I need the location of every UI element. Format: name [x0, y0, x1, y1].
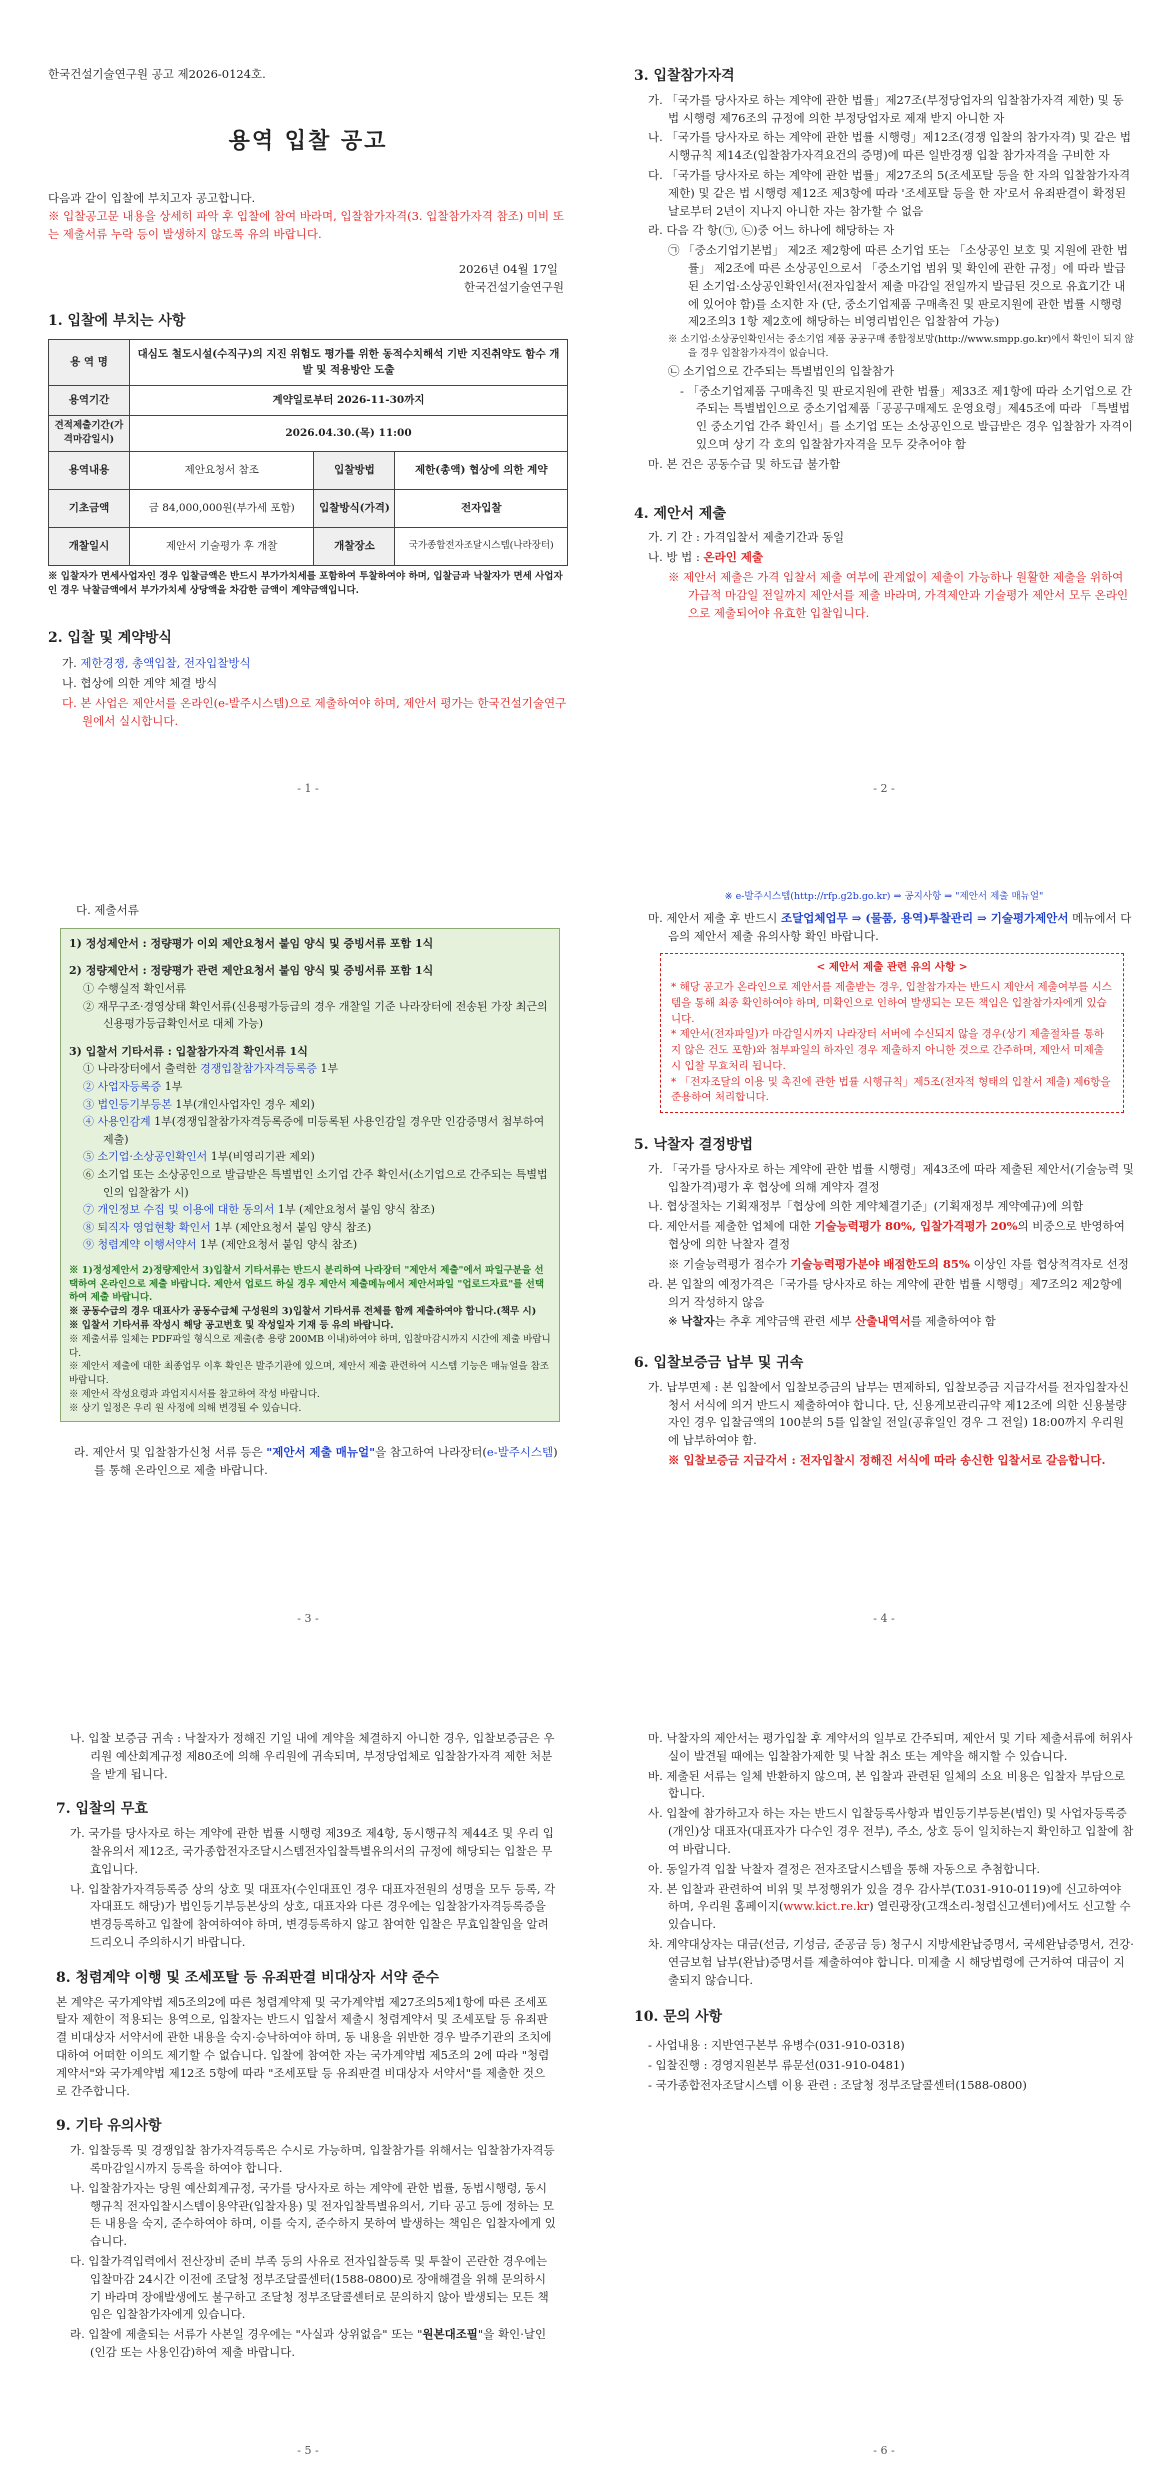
doc-item-3-3: ③ 법인등기부등본 1부(개인사업자인 경우 제외): [83, 1097, 315, 1111]
label-bid-type: 입찰방식(가격): [314, 490, 395, 528]
s7-ga: 가. 국가를 당사자로 하는 계약에 관한 법률 시행령 제39조 제4항, 동시행규칙 제44조 및 우리 입찰유의서 제12조, 국가종합전자조달시스템전자입찰특별유의서의 규정에 해당되는 입찰은 무효입니다.: [70, 1826, 554, 1876]
s-da-title: 다. 제출서류: [76, 903, 139, 917]
doc-item-1: 1) 정성제안서 : 정량평가 이외 제안요청서 붙임 양식 및 증빙서류 포함 1식: [69, 936, 434, 950]
doc-item-3: 3) 입찰서 기타서류 : 입찰참가자격 확인서류 1식: [69, 1044, 308, 1058]
s5-ra-note: ※ 낙찰자는 추후 계약금액 관련 세부 산출내역서를 제출하여야 함: [668, 1314, 996, 1329]
label-opening-place: 개찰장소: [314, 528, 395, 566]
s4-note: ※ 제안서 제출은 가격 입찰서 제출 여부에 관계없이 제출이 가능하나 원활한 제출을 위하여 가급적 마감일 전일까지 제안서를 제출 바라며, 가격제안과 기술평가 제안서 모두 온라인으로 제출되어야 유효한 입찰입니다.: [668, 569, 1129, 620]
s2-item-ga: 가. 제한경쟁, 총액입찰, 전자입찰방식: [62, 656, 251, 671]
label-deadline: 견적제출기간(가격마감일시): [49, 415, 130, 451]
label-project-name: 용 역 명: [49, 339, 130, 385]
s5-ra: 라. 본 입찰의 예정가격은「국가를 당사자로 하는 계약에 관한 법률 시행령」제7조의2 제2항에 의거 작성하지 않음: [648, 1276, 1122, 1309]
doc-note-1: ※ 1)정성제안서 2)정량제안서 3)입찰서 기타서류는 반드시 분리하여 나라장터 "제안서 제출"에서 파일구분을 선택하여 온라인으로 제출 바랍니다. 제안서 업로드 하실 경우 제안서 제출메뉴에서 제안서파일 "업로드자료"를 선택하여 제출 바랍니다.: [69, 1264, 545, 1304]
section-1-title: 1. 입찰에 부치는 사항: [48, 312, 186, 329]
doc-item-3-4: ④ 사용인감계 1부(경쟁입찰참가자격등록증에 미등록된 사용인감일 경우만 인감증명서 첨부하여 제출): [83, 1115, 545, 1146]
s5-ga: 가. 「국가를 당사자로 하는 계약에 관한 법률 시행령」제43조에 따라 제출된 제안서(기술능력 및 입찰가격)평가 후 협상에 의해 계약자 결정: [648, 1161, 1134, 1194]
s9-a: 아. 동일가격 입찰 낙찰자 결정은 전자조달시스템을 통해 자동으로 추첨합니다.: [648, 1861, 1041, 1876]
s9-da: 다. 입찰가격입력에서 전산장비 준비 부족 등의 사유로 전자입찰등록 및 투찰이 곤란한 경우에는 입찰마감 24시간 이전에 조달청 정부조달콜센터(1588-0800)로 장애해결을 위해 문의하시기 바라며 장애발생에도 불구하고 조달청 정부조달콜센터로 문의하지 않아 발생되는 모든 책임은 입찰참가자에게 있습니다.: [70, 2253, 549, 2322]
caution-box: [660, 953, 1124, 1113]
contact-1: - 사업내용 : 지반연구본부 유병수(031-910-0318): [648, 2038, 905, 2053]
label-bid-method: 입찰방법: [314, 452, 395, 490]
s9-sa: 사. 입찰에 참가하고자 하는 자는 반드시 입찰등록사항과 법인등기부등본(법인) 및 사업자등록증(개인)상 대표자(대표자가 다수인 경우 전부), 주소, 상호 등이 일치하는지 확인하고 입찰에 참여 바랍니다.: [648, 1806, 1134, 1856]
section-6-title: 6. 입찰보증금 납부 및 귀속: [634, 1355, 804, 1372]
doc-note-2: ※ 공동수급의 경우 대표사가 공동수급체 구성원의 3)입찰서 기타서류 전체를 함께 제출하여야 합니다.(책무 시): [69, 1306, 537, 1318]
s3-na: 나. 「국가를 당사자로 하는 계약에 관한 법률 시행령」제12조(경쟁 입찰의 참가자격) 및 같은 법 시행규칙 제14조(입찰참가자격요건의 증명)에 따른 일반경쟁 입찰 참가자격을 구비한 자: [648, 130, 1131, 163]
caution-3: * 「전자조달의 이용 및 촉진에 관한 법률 시행규칙」제5조(전자적 형태의 입찰서 제출) 제6항을 준용하여 처리합니다.: [671, 1075, 1111, 1104]
contact-2: - 입찰진행 : 경영지원본부 류문선(031-910-0481): [648, 2057, 905, 2072]
page-number-3: - 3 -: [297, 1612, 319, 1625]
doc-item-3-8: ⑧ 퇴직자 영업현황 확인서 1부 (제안요청서 붙임 양식 참조): [83, 1220, 372, 1234]
value-bid-type: 전자입찰: [395, 490, 568, 528]
s7-na: 나. 입찰참가자격등록증 상의 상호 및 대표자(수인대표인 경우 대표자전원의 성명을 모두 등록, 각자대표도 해당)가 법인등기부등본상의 상호, 대표자와 다른 경우에는 입찰참가자격등록증을 변경등록하고 입찰에 참여하여야 하며, 변경등록하지 않고 참여한 입찰은 무효입찰임을 알려드리오니 주의하시기 바랍니다.: [70, 1881, 556, 1949]
s8-body: 본 계약은 국가계약법 제5조의2에 따른 청렴계약제 및 국가계약법 제27조의5제1항에 따른 조세포탈자 제한이 적용되는 용역으로, 입찰자는 반드시 입찰서 제출시 청렴계약서 및 조세포탈 등 유죄판결 비대상자 서약서에 관한 내용을 숙지·승낙하여야 하며, 동 내용을 위반한 경우 발주기관의 조치에 대하여 어떠한 이의도 제기할 수 없습니다. 입찰에 참여한 자는 국가계약법 제5조의 2에 따라 "청렴계약서"와 국가계약법 제12조 5항에 따라 "조세포탈 등 유죄판결 비대상자 서약서"를 제출한 것으로 간주합니다.: [56, 1994, 552, 2098]
intro-text: 다음과 같이 입찰에 부치고자 공고합니다.: [48, 190, 256, 205]
s9-ba: 바. 제출된 서류는 일체 반환하지 않으며, 본 입찰과 관련된 일체의 소요 비용은 입찰자 부담으로 합니다.: [648, 1768, 1125, 1801]
value-bid-method: 제한(총액) 협상에 의한 계약: [395, 452, 568, 490]
doc-note-6: ※ 제안서 작성요령과 과업지시서를 참고하여 작성 바랍니다.: [69, 1388, 320, 1400]
page-1: [48, 66, 568, 733]
bid-info-table: [48, 339, 568, 566]
intro-note: ※ 입찰공고문 내용을 상세히 파악 후 입찰에 참여 바라며, 입찰참가자격(3. 입찰참가자격 참조) 미비 또는 제출서류 누락 등이 발생하지 않도록 유의 바랍니다.: [48, 208, 564, 241]
s5-da: 다. 제안서를 제출한 업체에 대한 기술능력평가 80%, 입찰가격평가 20%의 비중으로 반영하여 협상에 의한 낙찰자 결정: [648, 1219, 1125, 1252]
document-list-box: [60, 928, 560, 1423]
section-9-title: 9. 기타 유의사항: [56, 2118, 162, 2135]
s9-ja: 자. 본 입찰과 관련하여 비위 및 부정행위가 있을 경우 감사부(T.031-910-0119)에 신고하여야 하며, 우리원 홈페이지(www.kict.re.kr) 열린광장(고객소리-청렴신고센터)에서도 신고할 수 있습니다.: [648, 1881, 1131, 1932]
doc-item-2: 2) 정량제안서 : 정량평가 관련 제안요청서 붙임 양식 및 증빙서류 포함 1식: [69, 964, 434, 978]
value-deadline: 2026.04.30.(목) 11:00: [130, 415, 568, 451]
caution-title: < 제안서 제출 관련 유의 사항 >: [816, 961, 968, 974]
value-period: 계약일로부터 2026-11-30까지: [130, 385, 568, 415]
doc-item-3-7: ⑦ 개인정보 수집 및 이용에 대한 동의서 1부 (제안요청서 붙임 양식 참조): [83, 1203, 435, 1217]
section-8-title: 8. 청렴계약 이행 및 조세포탈 등 유죄판결 비대상자 서약 준수: [56, 1969, 440, 1986]
doc-item-3-1: ① 나라장터에서 출력한 경쟁입찰참가자격등록증 1부: [83, 1062, 339, 1076]
page-4: [634, 890, 1134, 1472]
s3-ga: 가. 「국가를 당사자로 하는 계약에 관한 법률」제27조(부정당업자의 입찰참가자격 제한) 및 동법 시행령 제76조의 규정에 의한 부정당업자로 제재 받지 아니한 자: [648, 92, 1124, 125]
label-opening-time: 개찰일시: [49, 528, 130, 566]
doc-note-4: ※ 제출서류 일체는 PDF파일 형식으로 제출(총 용량 200MB 이내)하여야 하며, 입찰마감시까지 시간에 제출 바랍니다.: [69, 1333, 551, 1359]
s3-da: 다. 「국가를 당사자로 하는 계약에 관한 법률」제27조의 5(조세포탈 등을 한 자의 입찰참가자격 제한) 및 같은 법 시행령 제12조 제3항에 따라 '조세포탈 등을 한 자'로서 유죄판결이 확정된 날로부터 2년이 지나지 아니한 자는 참가할 수 없음: [648, 167, 1131, 218]
value-base-amount: 금 84,000,000원(부가세 포함): [130, 490, 314, 528]
s5-da-note: ※ 기술능력평가 점수가 기술능력평가분야 배점한도의 85% 이상인 자를 협상적격자로 선정: [668, 1256, 1129, 1271]
value-opening-time: 제안서 기술평가 후 개찰: [130, 528, 314, 566]
label-content: 용역내용: [49, 452, 130, 490]
s9-cha: 차. 계약대상자는 대금(선금, 기성금, 준공금 등) 청구시 지방세완납증명서, 국세완납증명서, 건강·연금보험 납부(완납)증명서를 제출하여야 합니다. 미제출 시 해당법령에 근거하여 대금이 지출되지 않습니다.: [648, 1936, 1134, 1987]
doc-item-2-2: ② 재무구조·경영상태 확인서류(신용평가등급의 경우 개찰일 기준 나라장터에 전송된 가장 최근의 신용평가등급확인서로 대체 가능): [83, 999, 548, 1031]
page-6: [634, 1728, 1134, 2097]
s3-ra: 라. 다음 각 항(㉠, ㉡)중 어느 하나에 해당하는 자: [648, 223, 895, 238]
section-3-title: 3. 입찰참가자격: [634, 68, 735, 84]
caution-1: * 해당 공고가 온라인으로 제안서를 제출받는 경우, 입찰참가자는 반드시 제안서 제출여부를 시스템을 통해 최종 확인하여야 하며, 미확인으로 인하여 발생되는 모든 책임은 입찰참가자에게 있습니다.: [671, 981, 1112, 1025]
doc-item-3-9: ⑨ 청렴계약 이행서약서 1부 (제안요청서 붙임 양식 참조): [83, 1238, 358, 1252]
s9-na: 나. 입찰참가자는 당원 예산회계규정, 국가를 당사자로 하는 계약에 관한 법률, 동법시행령, 동시행규칙 전자입찰시스템이용약관(입찰자용) 및 전자입찰특별유의서, 기타 공고 등에 정하는 모든 내용을 숙지, 준수하여야 하며, 이를 숙지, 준수하지 못하여 발생하는 책임은 입찰자에게 있습니다.: [70, 2180, 556, 2249]
doc-item-3-5: ⑤ 소기업·소상공인확인서 1부(비영리기관 제외): [83, 1150, 315, 1164]
s2-item-na: 나. 협상에 의한 계약 체결 방식: [62, 676, 218, 691]
s6-na: 나. 입찰 보증금 귀속 : 낙찰자가 정해진 기일 내에 계약을 체결하지 아니한 경우, 입찰보증금은 우리원 예산회계규정 제80조에 의해 우리원에 귀속되며, 부정당업체로 입찰참가자격 제한 처분을 받게 됩니다.: [70, 1731, 555, 1781]
label-period: 용역기간: [49, 385, 130, 415]
page-number-1: - 1 -: [297, 782, 319, 795]
s-ma: 마. 제안서 제출 후 반드시 조달업체업무 ⇒ (물품, 용역)투찰관리 ⇒ 기술평가제안서 메뉴에서 다음의 제안서 제출 유의사항 확인 바랍니다.: [648, 910, 1132, 943]
notice-org: 한국건설기술연구원: [464, 280, 564, 295]
notice-date: 2026년 04월 17일: [458, 262, 558, 277]
value-project-name: 대심도 철도시설(수직구)의 지진 위험도 평가를 위한 동적수치해석 기반 지진취약도 함수 개발 및 적용방안 도출: [130, 339, 568, 385]
page-number-2: - 2 -: [873, 782, 895, 795]
page-5: [56, 1728, 556, 2364]
page-number-4: - 4 -: [873, 1612, 895, 1625]
doc-item-2-1: ① 수행실적 확인서류: [83, 982, 187, 995]
website-link[interactable]: www.kict.re.kr: [783, 1899, 870, 1914]
section-7-title: 7. 입찰의 무효: [56, 1801, 148, 1818]
table-note: ※ 입찰자가 면세사업자인 경우 입찰금액은 반드시 부가가치세를 포함하여 투찰하여야 하며, 입찰금과 낙찰자가 면세 사업자인 경우 낙찰금액에서 부가가치세 상당액을 차감한 금액이 계약금액입니다.: [48, 571, 563, 596]
page-3: [60, 902, 560, 1482]
page-number-5: - 5 -: [297, 2444, 319, 2457]
notice-number: 한국건설기술연구원 공고 제2026-0124호.: [48, 67, 266, 81]
page-number-6: - 6 -: [873, 2444, 895, 2457]
s4-ga: 가. 기 간 : 가격입찰서 제출기간과 동일: [648, 530, 845, 545]
s5-na: 나. 협상절차는 기획재정부「협상에 의한 계약체결기준」(기획재정부 계약예규)에 의함: [648, 1199, 1084, 1214]
label-base-amount: 기초금액: [49, 490, 130, 528]
s3-ra-2: ㉡ 소기업으로 간주되는 특별법인의 입찰참가: [668, 363, 895, 378]
doc-note-7: ※ 상기 일정은 우리 원 사정에 의해 변경될 수 있습니다.: [69, 1402, 302, 1414]
contact-3: - 국가종합전자조달시스템 이용 관련 : 조달청 정부조달콜센터(1588-0800): [648, 2077, 1027, 2092]
section-10-title: 10. 문의 사항: [634, 2009, 723, 2026]
s9-ma: 마. 낙찰자의 제안서는 평가입찰 후 계약서의 일부로 간주되며, 제안서 및 기타 제출서류에 허위사실이 발견될 때에는 입찰참가제한 및 낙찰 취소 또는 계약을 해지할 수 있습니다.: [648, 1731, 1133, 1763]
doc-item-3-2: ② 사업자등록증 1부: [83, 1079, 183, 1093]
s6-ga: 가. 납부면제 : 본 입찰에서 입찰보증금의 납부는 면제하되, 입찰보증금 지급각서를 전자입찰자신청서 서식에 의거 반드시 제출하여야 합니다. 단, 신용게보관리규약 제12조에 의한 신용불량자인 경우 입찰금액의 100분의 5를 입찰일 전일(공휴일인 경우 그 전일) 18:00까지 우리원에 납부하여야 함.: [648, 1379, 1129, 1448]
manual-path: ※ e-발주시스템(http://rfp.g2b.go.kr) ⇒ 공지사항 ⇒ "제안서 제출 매뉴얼": [724, 891, 1044, 902]
section-5-title: 5. 낙찰자 결정방법: [634, 1137, 754, 1154]
value-opening-place: 국가종합전자조달시스템(나라장터): [395, 528, 568, 566]
doc-note-3: ※ 입찰서 기타서류 작성시 해당 공고번호 및 작성일자 기재 등 유의 바랍니다.: [69, 1319, 394, 1331]
s3-ma: 마. 본 건은 공동수급 및 하도급 불가함: [648, 456, 841, 471]
section-2-title: 2. 입찰 및 계약방식: [48, 629, 172, 646]
s6-note: ※ 입찰보증금 지급각서 : 전자입찰시 정해진 서식에 따라 송신한 입찰서로 갈음합니다.: [668, 1453, 1106, 1468]
s3-ra-2-detail: - 「중소기업제품 구매촉진 및 판로지원에 관한 법률」제33조 제1항에 따라 소기업으로 간주되는 특별법인으로 중소기업제품「공공구매제도 운영요령」제45조에 따라 「특별법인 중소기업 간주 확인서」를 소기업 또는 소상공인으로 발급받은 경우 입찰참가 자격이 있으며 상기 각 호의 입찰참가자격을 모두 갖추어야 함: [680, 383, 1133, 452]
section-4-title: 4. 제안서 제출: [634, 505, 726, 522]
s4-na: 나. 방 법 : 온라인 제출: [648, 550, 764, 565]
doc-note-5: ※ 제안서 제출에 대한 최종업무 이후 확인은 발주기관에 있으며, 제안서 제출 관련하여 시스템 기능은 매뉴얼을 참조 바랍니다.: [69, 1361, 549, 1387]
s3-ra-1: ㉠ 「중소기업기본법」 제2조 제2항에 따른 소기업 또는 「소상공인 보호 및 지원에 관한 법률」 제2조에 따른 소상공인으로서 「중소기업 범위 및 확인에 관한 규정」에 따라 발급된 소기업·소상공인확인서(전자입찰서 제출 마감일 전일까지 발급된 것으로 유효기간 내에 있어야 함)를 소지한 자 (단, 중소기업제품 구매촉진 및 판로지원에 관한 법률 시행령 제2조의3 1항 제2호에 해당하는 비영리법인은 입찰참여 가능): [668, 243, 1128, 329]
doc-item-3-6: ⑥ 소기업 또는 소상공인으로 발급받은 특별법인 소기업 간주 확인서(소기업으로 간주되는 특별법인의 입찰참가 시): [83, 1167, 548, 1199]
page-title: 용역 입찰 공고: [228, 127, 388, 154]
s9-ra: 라. 입찰에 제출되는 서류가 사본일 경우에는 "사실과 상위없음" 또는 "원본대조필"을 확인·날인(인감 또는 사용인감)하여 제출 바랍니다.: [70, 2327, 547, 2359]
s2-item-da: 다. 본 사업은 제안서를 온라인(e-발주시스템)으로 제출하여야 하며, 제안서 평가는 한국건설기술연구원에서 실시합니다.: [62, 695, 567, 728]
s9-ga: 가. 입찰등록 및 경쟁입찰 참가자격등록은 수시로 가능하며, 입찰참가를 위해서는 입찰참가자격등록마감일시까지 등록을 하여야 합니다.: [70, 2143, 555, 2175]
value-content: 제안요청서 참조: [130, 452, 314, 490]
s-ra: 라. 제안서 및 입찰참가신청 서류 등은 "제안서 제출 매뉴얼"을 참고하여 나라장터(e-발주시스템)를 통해 온라인으로 제출 바랍니다.: [74, 1445, 558, 1478]
page-2: [634, 66, 1134, 624]
caution-2: * 제안서(전자파일)가 마감일시까지 나라장터 서버에 수신되지 않을 경우(상기 제출절차를 통하지 않은 건도 포함)와 첨부파일의 하자인 경우 제출하지 아니한 것으로 간주하며, 제안서 미제출 시 입찰 무효처리 됩니다.: [671, 1028, 1105, 1072]
s3-ra-1-note: ※ 소기업·소상공인확인서는 중소기업 제품 공공구매 종합정보망(http://www.smpp.go.kr)에서 확인이 되지 않을 경우 입찰참가자격이 없습니다.: [668, 334, 1134, 360]
